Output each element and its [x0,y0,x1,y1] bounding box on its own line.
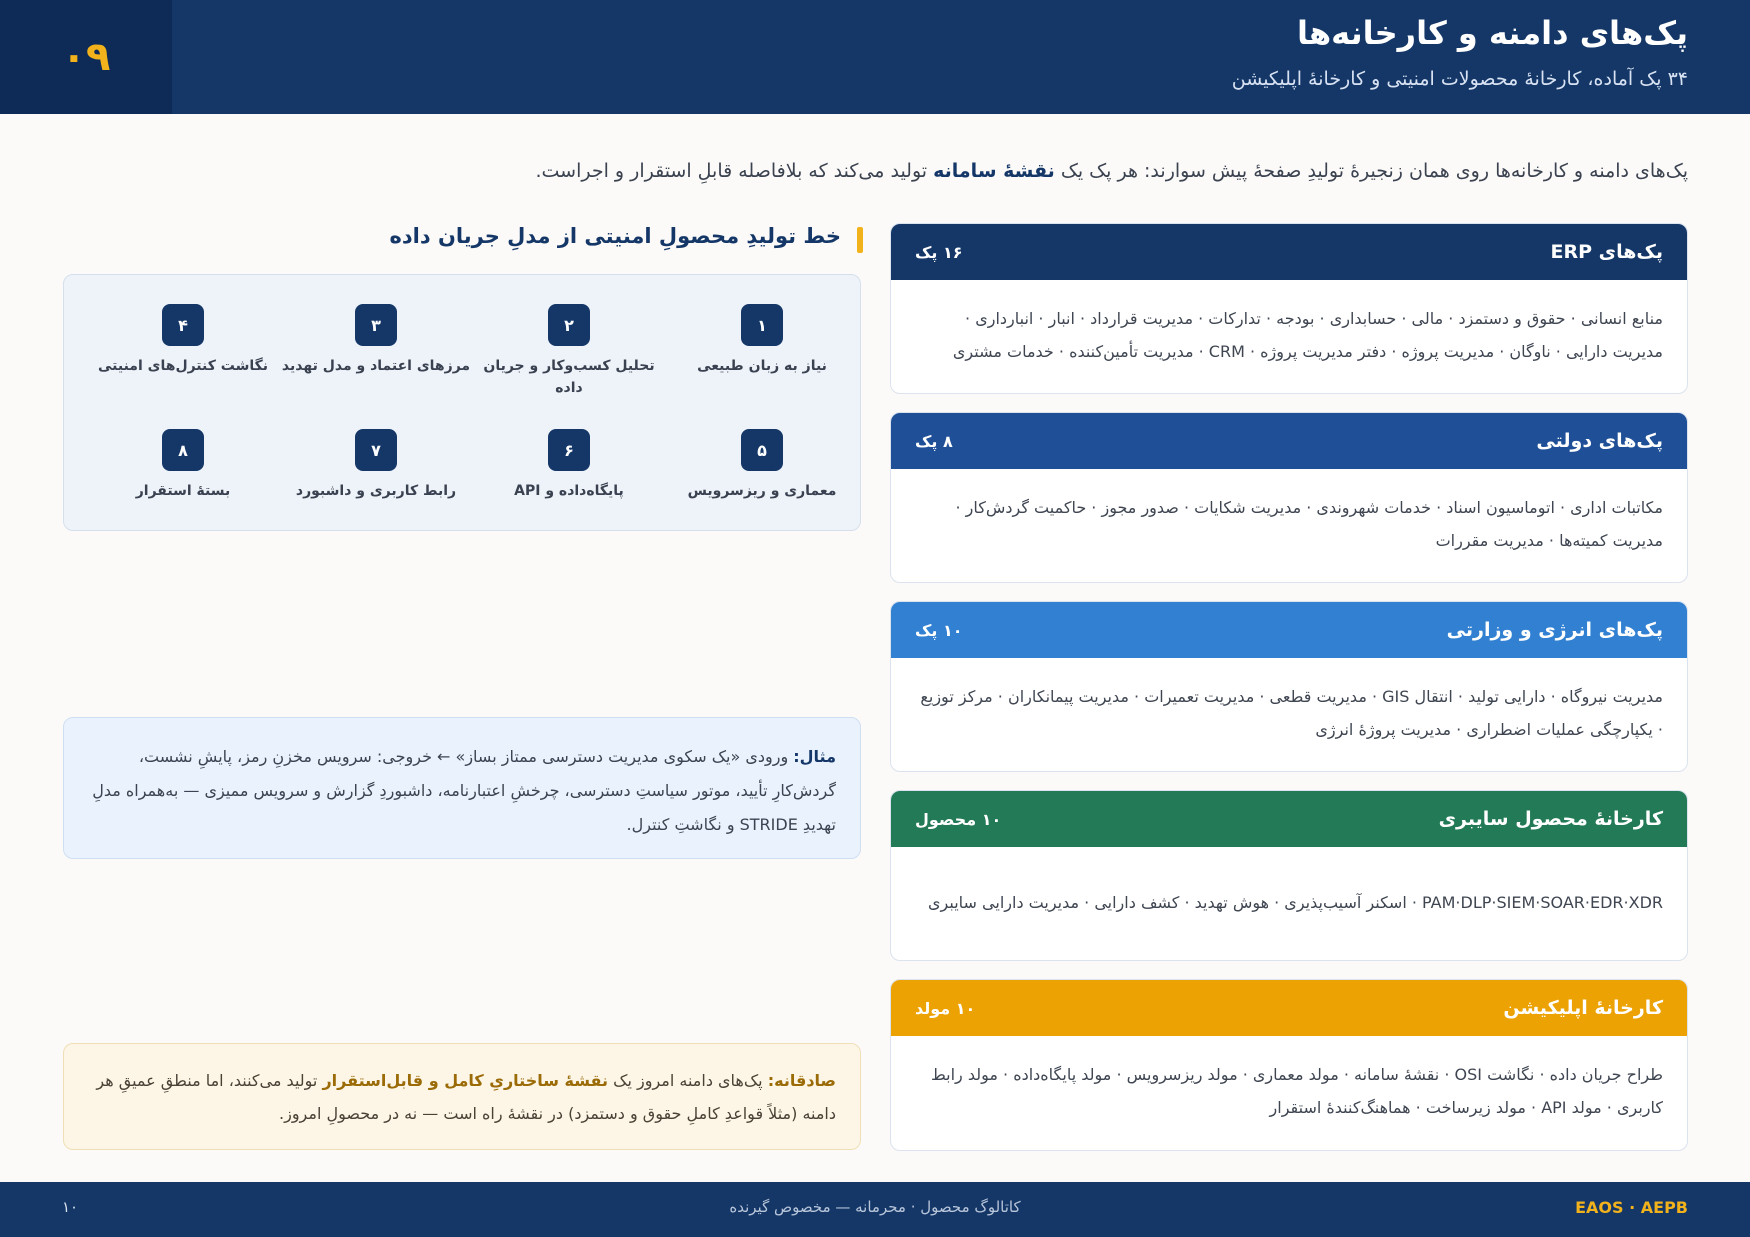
step-number-badge: ۸ [162,429,204,471]
section-number: ۰۹ [61,34,111,80]
category-items: منابع انسانی · حقوق و دستمزد · مالی · حسابداری · بودجه · تدارکات · مدیریت قرارداد · انبار · انبارداری · مدیریت دارایی · ناوگان · مدیریت پروژه · دفتر مدیریت پروژه · CRM · مدیریت تأمین‌کننده · خدمات مشتری [952,309,1663,361]
pipeline-heading [63,224,863,248]
category-header [891,791,1687,847]
honest-text-2: تولید می‌کنند، اما منطقِ عمیقِ هر دامنه (مثلاً قواعدِ کاملِ حقوق و دستمزد) در نقشهٔ راه است — نه در محصولِ امروز. [96,1071,836,1123]
pipeline-steps-box [63,274,861,531]
pipeline-step [474,429,664,502]
category-card-app-factory [890,979,1688,1151]
category-items: طراح جریان داده · نگاشت OSI · نقشهٔ سامانه · مولد معماری · مولد ریزسرویس · مولد پایگاه‌داده · مولد رابط کاربری · مولد API · مولد زیرساخت · هماهنگ‌کنندهٔ استقرار [930,1065,1663,1117]
category-count: ۱۶ پک [915,242,963,262]
category-title: کارخانهٔ محصول سایبری [1438,808,1663,830]
category-header [891,224,1687,280]
intro-text-bold: نقشهٔ سامانه [933,160,1055,182]
intro-text-after: تولید می‌کند که بلافاصله قابلِ استقرار و اجراست. [535,160,934,182]
page-header [0,0,1750,114]
footer-brand: EAOS · AEPB [1575,1198,1688,1217]
step-label: رابط کاربری و داشبورد [295,483,457,499]
category-header [891,980,1687,1036]
pipeline-step [88,304,278,377]
step-number-badge: ۷ [355,429,397,471]
step-number-badge: ۵ [741,429,783,471]
example-text: ورودی «یک سکوی مدیریت دسترسی ممتاز بساز» ← خروجی: سرویس مخزنِ رمز، پایشِ نشست، گردش‌کارِ تأیید، موتور سیاستِ دسترسی، چرخشِ اعتبارنامه، داشبوردِ گزارش و سرویس ممیزی — به‌همراه مدلِ تهدیدِ STRIDE و نگاشتِ کنترل. [92,747,836,834]
category-card-government [890,412,1688,583]
honest-note-callout [63,1043,861,1150]
category-count: ۱۰ محصول [915,809,1002,829]
section-number-box [0,0,172,114]
heading-accent-bar [857,227,863,253]
category-items: مدیریت نیروگاه · دارایی تولید · انتقال GIS · مدیریت قطعی · مدیریت تعمیرات · مدیریت پیمانکاران · مرکز توزیع · یکپارچگی عملیات اضطراری · مدیریت پروژهٔ انرژی [920,687,1663,739]
step-number-badge: ۲ [548,304,590,346]
intro-paragraph [68,160,1688,182]
pipeline-step [88,429,278,502]
page-footer [0,1182,1750,1237]
step-label: بستهٔ استقرار [135,483,231,499]
pipeline-step [667,304,857,377]
category-count: ۸ پک [915,431,953,451]
intro-text-before: پک‌های دامنه و کارخانه‌ها روی همان زنجیرهٔ تولیدِ صفحهٔ پیش سوارند: هر پک یک [1054,160,1688,182]
step-label: نیاز به زبان طبیعی [697,358,827,374]
category-count: ۱۰ پک [915,620,963,640]
step-number-badge: ۴ [162,304,204,346]
honest-label: صادقانه: [767,1071,836,1090]
category-title: پک‌های ERP [1550,241,1663,263]
category-header [891,413,1687,469]
example-label: مثال: [793,747,836,766]
step-label: نگاشت کنترل‌های امنیتی [98,358,268,374]
page-number: ۱۰ [62,1198,79,1216]
step-number-badge: ۶ [548,429,590,471]
category-title: پک‌های دولتی [1536,430,1663,452]
category-title: کارخانهٔ اپلیکیشن [1503,997,1663,1019]
step-label: تحلیل کسب‌وکار و جریان داده [483,358,655,396]
step-label: معماری و ریزسرویس [687,483,837,499]
step-number-badge: ۱ [741,304,783,346]
category-title: پک‌های انرژی و وزارتی [1446,619,1663,641]
pipeline-heading-text: خط تولیدِ محصولِ امنیتی از مدلِ جریان داده [389,224,841,248]
category-count: ۱۰ مولد [915,998,976,1018]
step-number-badge: ۳ [355,304,397,346]
honest-text-1: پک‌های دامنه امروز یک [608,1071,768,1090]
step-label: پایگاه‌داده و API [514,483,624,499]
category-card-erp [890,223,1688,394]
footer-confidential-note: کاتالوگ محصول · محرمانه — مخصوص گیرنده [729,1198,1021,1216]
pipeline-step [474,304,664,399]
category-card-energy [890,601,1688,772]
honest-bold-phrase: نقشهٔ ساختاریِ کامل و قابل‌استقرار [322,1071,609,1090]
pipeline-step [281,429,471,502]
pipeline-step [281,304,471,377]
category-card-cyber-factory [890,790,1688,961]
pipeline-step [667,429,857,502]
category-items: مکاتبات اداری · اتوماسیون اسناد · خدمات شهروندی · مدیریت شکایات · صدور مجوز · حاکمیت گردش‌کار · مدیریت کمیته‌ها · مدیریت مقررات [955,498,1663,550]
page-subtitle: ۳۴ پک آماده، کارخانهٔ محصولات امنیتی و کارخانهٔ اپلیکیشن [1231,68,1688,90]
page-title: پک‌های دامنه و کارخانه‌ها [1296,14,1688,52]
step-label: مرزهای اعتماد و مدل تهدید [281,358,471,374]
category-header [891,602,1687,658]
category-items: PAM·DLP·SIEM·SOAR·EDR·XDR · اسکنر آسیب‌پذیری · هوش تهدید · کشف دارایی · مدیریت دارایی سایبری [928,892,1663,912]
example-callout [63,717,861,859]
